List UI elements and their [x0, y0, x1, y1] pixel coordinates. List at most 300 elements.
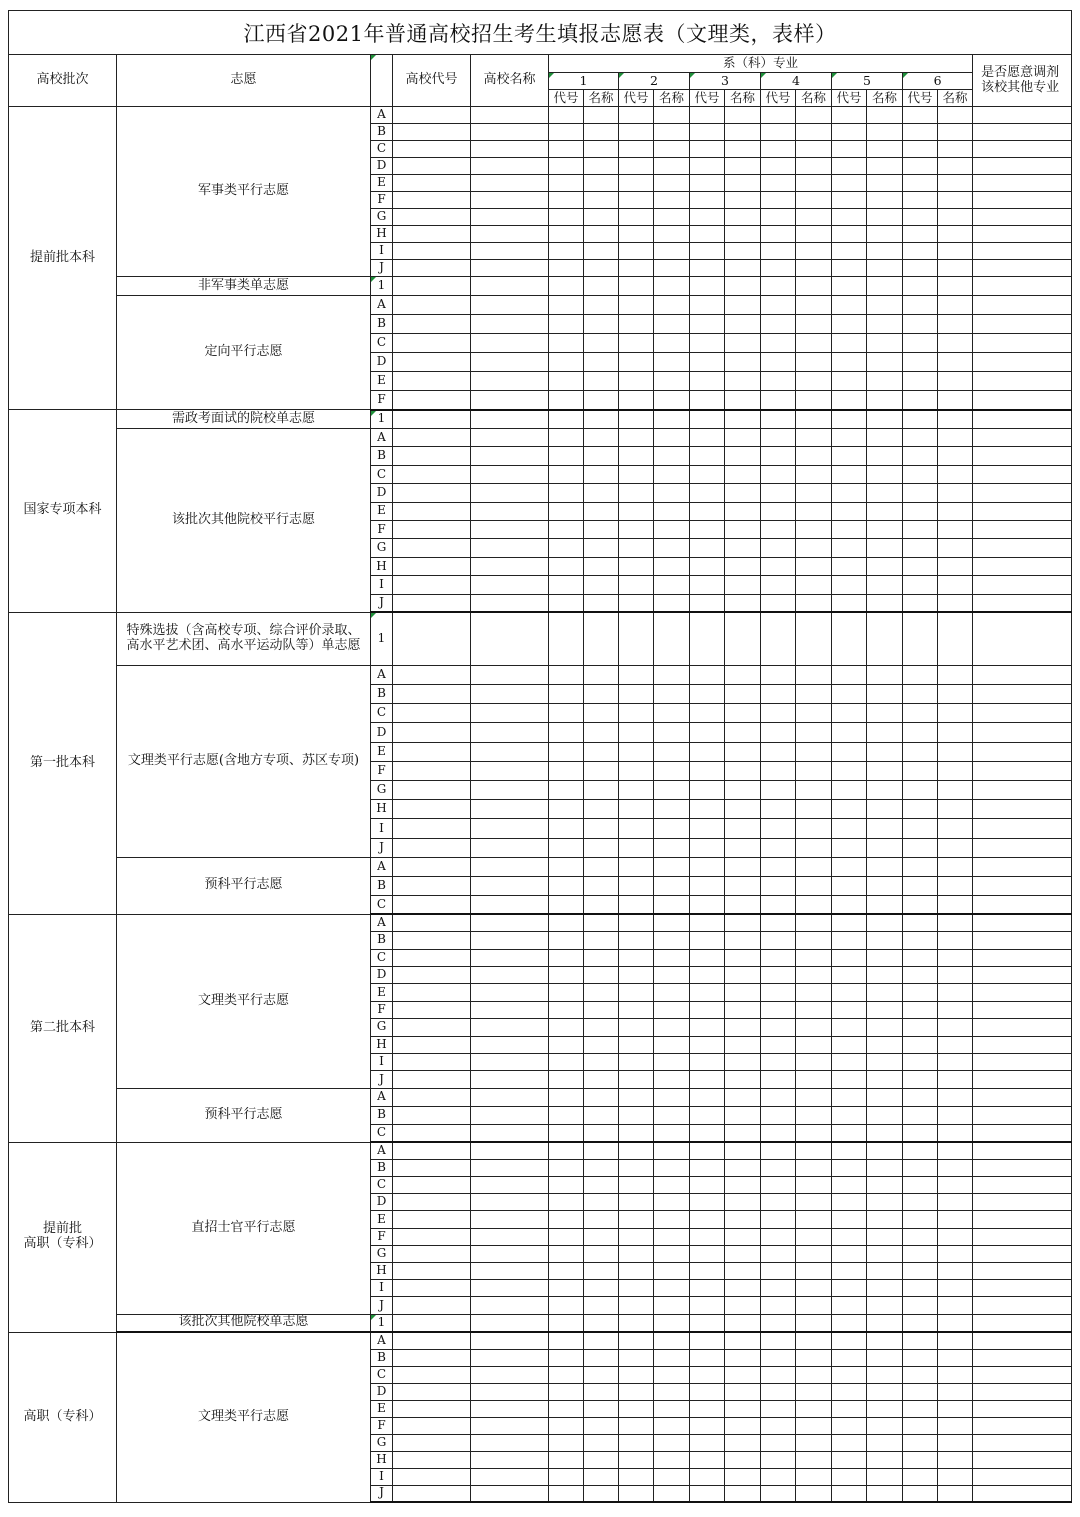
major-5-name-cell[interactable]: [867, 372, 903, 391]
major-3-code-cell[interactable]: [690, 685, 725, 704]
major-6-name-cell[interactable]: [938, 520, 973, 538]
school-code-cell[interactable]: [393, 1159, 471, 1176]
major-2-name-cell[interactable]: [654, 1245, 690, 1262]
major-3-code-cell[interactable]: [690, 557, 725, 575]
major-6-name-cell[interactable]: [938, 260, 973, 277]
major-2-name-cell[interactable]: [654, 966, 690, 983]
major-3-code-cell[interactable]: [690, 484, 725, 502]
major-4-code-cell[interactable]: [761, 447, 796, 465]
major-5-name-cell[interactable]: [867, 1019, 903, 1036]
major-4-code-cell[interactable]: [761, 1001, 796, 1018]
major-4-name-cell[interactable]: [796, 557, 832, 575]
major-5-name-cell[interactable]: [867, 612, 903, 665]
major-1-code-cell[interactable]: [549, 1053, 584, 1070]
adjust-cell[interactable]: [973, 932, 1072, 949]
major-3-name-cell[interactable]: [725, 819, 761, 838]
major-5-code-cell[interactable]: [832, 761, 867, 780]
school-code-cell[interactable]: [393, 1383, 471, 1400]
major-6-code-cell[interactable]: [903, 984, 938, 1001]
major-3-code-cell[interactable]: [690, 1228, 725, 1245]
major-5-name-cell[interactable]: [867, 243, 903, 260]
major-6-code-cell[interactable]: [903, 723, 938, 742]
major-2-name-cell[interactable]: [654, 372, 690, 391]
major-5-name-cell[interactable]: [867, 761, 903, 780]
major-3-name-cell[interactable]: [725, 141, 761, 158]
major-5-code-cell[interactable]: [832, 685, 867, 704]
major-3-name-cell[interactable]: [725, 1280, 761, 1297]
major-1-name-cell[interactable]: [584, 175, 619, 192]
major-6-code-cell[interactable]: [903, 1468, 938, 1485]
major-3-code-cell[interactable]: [690, 410, 725, 429]
major-4-code-cell[interactable]: [761, 141, 796, 158]
major-2-name-cell[interactable]: [654, 353, 690, 372]
school-code-cell[interactable]: [393, 1019, 471, 1036]
major-1-name-cell[interactable]: [584, 1159, 619, 1176]
major-5-name-cell[interactable]: [867, 315, 903, 334]
major-3-code-cell[interactable]: [690, 141, 725, 158]
school-code-cell[interactable]: [393, 1434, 471, 1451]
major-3-code-cell[interactable]: [690, 857, 725, 876]
major-6-name-cell[interactable]: [938, 1263, 973, 1280]
major-2-code-cell[interactable]: [619, 1400, 654, 1417]
major-3-name-cell[interactable]: [725, 410, 761, 429]
major-3-code-cell[interactable]: [690, 1468, 725, 1485]
major-4-code-cell[interactable]: [761, 1245, 796, 1262]
major-5-name-cell[interactable]: [867, 353, 903, 372]
school-code-cell[interactable]: [393, 1177, 471, 1194]
major-2-name-cell[interactable]: [654, 932, 690, 949]
major-1-name-cell[interactable]: [584, 243, 619, 260]
major-5-name-cell[interactable]: [867, 594, 903, 612]
major-5-name-cell[interactable]: [867, 447, 903, 465]
major-5-name-cell[interactable]: [867, 158, 903, 175]
adjust-cell[interactable]: [973, 761, 1072, 780]
major-1-name-cell[interactable]: [584, 226, 619, 243]
major-2-code-cell[interactable]: [619, 465, 654, 483]
major-2-code-cell[interactable]: [619, 838, 654, 857]
major-6-name-cell[interactable]: [938, 1349, 973, 1366]
major-6-name-cell[interactable]: [938, 372, 973, 391]
major-2-name-cell[interactable]: [654, 1159, 690, 1176]
major-3-name-cell[interactable]: [725, 1297, 761, 1314]
major-4-name-cell[interactable]: [796, 334, 832, 353]
major-6-name-cell[interactable]: [938, 1280, 973, 1297]
major-6-name-cell[interactable]: [938, 761, 973, 780]
major-6-code-cell[interactable]: [903, 1088, 938, 1106]
major-1-code-cell[interactable]: [549, 1417, 584, 1434]
major-3-name-cell[interactable]: [725, 949, 761, 966]
adjust-cell[interactable]: [973, 260, 1072, 277]
major-5-code-cell[interactable]: [832, 932, 867, 949]
major-4-code-cell[interactable]: [761, 158, 796, 175]
major-3-name-cell[interactable]: [725, 1211, 761, 1228]
major-5-code-cell[interactable]: [832, 175, 867, 192]
major-1-code-cell[interactable]: [549, 1332, 584, 1349]
major-6-name-cell[interactable]: [938, 277, 973, 296]
school-name-cell[interactable]: [471, 723, 549, 742]
major-1-code-cell[interactable]: [549, 1349, 584, 1366]
major-6-name-cell[interactable]: [938, 1177, 973, 1194]
school-code-cell[interactable]: [393, 277, 471, 296]
major-5-code-cell[interactable]: [832, 226, 867, 243]
major-6-code-cell[interactable]: [903, 1001, 938, 1018]
major-5-name-cell[interactable]: [867, 819, 903, 838]
major-3-name-cell[interactable]: [725, 209, 761, 226]
major-2-name-cell[interactable]: [654, 1349, 690, 1366]
major-2-name-cell[interactable]: [654, 315, 690, 334]
major-3-code-cell[interactable]: [690, 1071, 725, 1088]
major-4-name-cell[interactable]: [796, 520, 832, 538]
major-2-name-cell[interactable]: [654, 1071, 690, 1088]
major-5-code-cell[interactable]: [832, 1142, 867, 1159]
adjust-cell[interactable]: [973, 124, 1072, 141]
major-3-code-cell[interactable]: [690, 984, 725, 1001]
major-1-name-cell[interactable]: [584, 107, 619, 124]
major-3-code-cell[interactable]: [690, 1417, 725, 1434]
major-2-name-cell[interactable]: [654, 447, 690, 465]
major-6-code-cell[interactable]: [903, 391, 938, 410]
major-3-code-cell[interactable]: [690, 966, 725, 983]
major-3-name-cell[interactable]: [725, 895, 761, 914]
major-3-code-cell[interactable]: [690, 124, 725, 141]
major-6-code-cell[interactable]: [903, 612, 938, 665]
major-2-name-cell[interactable]: [654, 175, 690, 192]
major-1-code-cell[interactable]: [549, 1383, 584, 1400]
major-5-name-cell[interactable]: [867, 932, 903, 949]
major-6-code-cell[interactable]: [903, 1177, 938, 1194]
major-5-name-cell[interactable]: [867, 141, 903, 158]
school-code-cell[interactable]: [393, 539, 471, 557]
major-4-code-cell[interactable]: [761, 124, 796, 141]
major-6-code-cell[interactable]: [903, 557, 938, 575]
major-4-name-cell[interactable]: [796, 539, 832, 557]
major-4-name-cell[interactable]: [796, 1142, 832, 1159]
major-6-name-cell[interactable]: [938, 857, 973, 876]
major-3-code-cell[interactable]: [690, 520, 725, 538]
major-1-code-cell[interactable]: [549, 1485, 584, 1502]
school-code-cell[interactable]: [393, 1332, 471, 1349]
major-3-code-cell[interactable]: [690, 1106, 725, 1124]
major-6-name-cell[interactable]: [938, 1297, 973, 1314]
major-5-name-cell[interactable]: [867, 1088, 903, 1106]
major-2-name-cell[interactable]: [654, 857, 690, 876]
major-6-code-cell[interactable]: [903, 1019, 938, 1036]
school-code-cell[interactable]: [393, 410, 471, 429]
major-1-name-cell[interactable]: [584, 781, 619, 800]
major-6-code-cell[interactable]: [903, 1036, 938, 1053]
major-3-name-cell[interactable]: [725, 1159, 761, 1176]
major-4-code-cell[interactable]: [761, 1400, 796, 1417]
major-6-name-cell[interactable]: [938, 1001, 973, 1018]
major-3-name-cell[interactable]: [725, 243, 761, 260]
major-1-code-cell[interactable]: [549, 192, 584, 209]
major-4-name-cell[interactable]: [796, 158, 832, 175]
major-4-code-cell[interactable]: [761, 895, 796, 914]
adjust-cell[interactable]: [973, 895, 1072, 914]
major-3-code-cell[interactable]: [690, 742, 725, 761]
major-3-name-cell[interactable]: [725, 1451, 761, 1468]
major-3-code-cell[interactable]: [690, 819, 725, 838]
adjust-cell[interactable]: [973, 1468, 1072, 1485]
adjust-cell[interactable]: [973, 243, 1072, 260]
major-2-code-cell[interactable]: [619, 1366, 654, 1383]
major-3-name-cell[interactable]: [725, 1036, 761, 1053]
major-2-name-cell[interactable]: [654, 429, 690, 447]
major-1-name-cell[interactable]: [584, 1106, 619, 1124]
school-name-cell[interactable]: [471, 1194, 549, 1211]
major-6-name-cell[interactable]: [938, 192, 973, 209]
major-2-name-cell[interactable]: [654, 465, 690, 483]
school-code-cell[interactable]: [393, 1451, 471, 1468]
major-1-code-cell[interactable]: [549, 391, 584, 410]
major-6-name-cell[interactable]: [938, 209, 973, 226]
major-4-name-cell[interactable]: [796, 1211, 832, 1228]
major-5-code-cell[interactable]: [832, 1297, 867, 1314]
major-5-name-cell[interactable]: [867, 876, 903, 895]
major-1-name-cell[interactable]: [584, 1228, 619, 1245]
major-3-code-cell[interactable]: [690, 315, 725, 334]
major-6-code-cell[interactable]: [903, 781, 938, 800]
major-1-name-cell[interactable]: [584, 1400, 619, 1417]
major-1-code-cell[interactable]: [549, 1106, 584, 1124]
major-2-code-cell[interactable]: [619, 1053, 654, 1070]
major-6-code-cell[interactable]: [903, 1194, 938, 1211]
adjust-cell[interactable]: [973, 277, 1072, 296]
adjust-cell[interactable]: [973, 1366, 1072, 1383]
school-name-cell[interactable]: [471, 334, 549, 353]
major-2-code-cell[interactable]: [619, 260, 654, 277]
major-3-name-cell[interactable]: [725, 1400, 761, 1417]
major-4-name-cell[interactable]: [796, 838, 832, 857]
major-3-name-cell[interactable]: [725, 226, 761, 243]
adjust-cell[interactable]: [973, 781, 1072, 800]
school-name-cell[interactable]: [471, 209, 549, 226]
major-1-code-cell[interactable]: [549, 124, 584, 141]
major-2-name-cell[interactable]: [654, 260, 690, 277]
major-2-name-cell[interactable]: [654, 1451, 690, 1468]
major-6-code-cell[interactable]: [903, 539, 938, 557]
major-4-name-cell[interactable]: [796, 315, 832, 334]
major-1-code-cell[interactable]: [549, 1228, 584, 1245]
major-3-code-cell[interactable]: [690, 502, 725, 520]
major-6-name-cell[interactable]: [938, 949, 973, 966]
major-5-code-cell[interactable]: [832, 576, 867, 594]
major-3-name-cell[interactable]: [725, 1332, 761, 1349]
major-6-code-cell[interactable]: [903, 1211, 938, 1228]
major-4-name-cell[interactable]: [796, 800, 832, 819]
major-5-name-cell[interactable]: [867, 1485, 903, 1502]
major-2-code-cell[interactable]: [619, 1245, 654, 1262]
major-4-code-cell[interactable]: [761, 353, 796, 372]
major-1-name-cell[interactable]: [584, 520, 619, 538]
major-4-code-cell[interactable]: [761, 984, 796, 1001]
major-4-code-cell[interactable]: [761, 1451, 796, 1468]
major-5-code-cell[interactable]: [832, 1468, 867, 1485]
major-1-code-cell[interactable]: [549, 1434, 584, 1451]
major-4-code-cell[interactable]: [761, 107, 796, 124]
adjust-cell[interactable]: [973, 391, 1072, 410]
major-2-code-cell[interactable]: [619, 1349, 654, 1366]
adjust-cell[interactable]: [973, 1332, 1072, 1349]
major-1-code-cell[interactable]: [549, 1001, 584, 1018]
major-2-code-cell[interactable]: [619, 594, 654, 612]
adjust-cell[interactable]: [973, 1434, 1072, 1451]
major-2-code-cell[interactable]: [619, 192, 654, 209]
major-4-code-cell[interactable]: [761, 410, 796, 429]
school-code-cell[interactable]: [393, 781, 471, 800]
major-3-name-cell[interactable]: [725, 557, 761, 575]
major-1-code-cell[interactable]: [549, 914, 584, 931]
major-4-name-cell[interactable]: [796, 781, 832, 800]
school-code-cell[interactable]: [393, 260, 471, 277]
major-6-name-cell[interactable]: [938, 107, 973, 124]
major-4-code-cell[interactable]: [761, 226, 796, 243]
major-6-name-cell[interactable]: [938, 175, 973, 192]
major-4-code-cell[interactable]: [761, 539, 796, 557]
major-3-name-cell[interactable]: [725, 857, 761, 876]
major-2-name-cell[interactable]: [654, 334, 690, 353]
major-4-code-cell[interactable]: [761, 1088, 796, 1106]
major-3-name-cell[interactable]: [725, 429, 761, 447]
adjust-cell[interactable]: [973, 838, 1072, 857]
school-code-cell[interactable]: [393, 429, 471, 447]
major-3-code-cell[interactable]: [690, 781, 725, 800]
major-1-code-cell[interactable]: [549, 895, 584, 914]
major-6-code-cell[interactable]: [903, 914, 938, 931]
major-6-code-cell[interactable]: [903, 1280, 938, 1297]
adjust-cell[interactable]: [973, 876, 1072, 895]
school-name-cell[interactable]: [471, 819, 549, 838]
major-6-name-cell[interactable]: [938, 819, 973, 838]
major-1-name-cell[interactable]: [584, 1468, 619, 1485]
major-1-code-cell[interactable]: [549, 576, 584, 594]
school-name-cell[interactable]: [471, 1159, 549, 1176]
major-2-code-cell[interactable]: [619, 1001, 654, 1018]
major-3-name-cell[interactable]: [725, 1071, 761, 1088]
major-5-code-cell[interactable]: [832, 557, 867, 575]
adjust-cell[interactable]: [973, 1417, 1072, 1434]
major-3-code-cell[interactable]: [690, 800, 725, 819]
major-5-code-cell[interactable]: [832, 141, 867, 158]
school-code-cell[interactable]: [393, 895, 471, 914]
major-6-code-cell[interactable]: [903, 1159, 938, 1176]
school-code-cell[interactable]: [393, 685, 471, 704]
major-2-code-cell[interactable]: [619, 819, 654, 838]
major-5-code-cell[interactable]: [832, 1106, 867, 1124]
major-1-name-cell[interactable]: [584, 932, 619, 949]
school-code-cell[interactable]: [393, 296, 471, 315]
major-3-code-cell[interactable]: [690, 576, 725, 594]
major-3-name-cell[interactable]: [725, 1366, 761, 1383]
major-3-code-cell[interactable]: [690, 277, 725, 296]
major-4-name-cell[interactable]: [796, 1451, 832, 1468]
major-1-code-cell[interactable]: [549, 520, 584, 538]
school-name-cell[interactable]: [471, 520, 549, 538]
major-1-name-cell[interactable]: [584, 612, 619, 665]
major-1-code-cell[interactable]: [549, 1071, 584, 1088]
adjust-cell[interactable]: [973, 410, 1072, 429]
major-3-name-cell[interactable]: [725, 723, 761, 742]
major-6-name-cell[interactable]: [938, 800, 973, 819]
major-4-name-cell[interactable]: [796, 966, 832, 983]
school-code-cell[interactable]: [393, 1314, 471, 1332]
major-2-code-cell[interactable]: [619, 876, 654, 895]
school-code-cell[interactable]: [393, 447, 471, 465]
major-2-code-cell[interactable]: [619, 353, 654, 372]
major-4-name-cell[interactable]: [796, 1297, 832, 1314]
major-6-code-cell[interactable]: [903, 1245, 938, 1262]
major-4-code-cell[interactable]: [761, 502, 796, 520]
major-5-name-cell[interactable]: [867, 576, 903, 594]
major-4-name-cell[interactable]: [796, 612, 832, 665]
school-code-cell[interactable]: [393, 1228, 471, 1245]
major-6-name-cell[interactable]: [938, 1332, 973, 1349]
major-1-code-cell[interactable]: [549, 484, 584, 502]
major-3-name-cell[interactable]: [725, 353, 761, 372]
school-name-cell[interactable]: [471, 315, 549, 334]
major-5-name-cell[interactable]: [867, 949, 903, 966]
major-6-code-cell[interactable]: [903, 665, 938, 684]
major-5-name-cell[interactable]: [867, 429, 903, 447]
major-5-code-cell[interactable]: [832, 334, 867, 353]
major-6-code-cell[interactable]: [903, 353, 938, 372]
school-code-cell[interactable]: [393, 819, 471, 838]
major-1-code-cell[interactable]: [549, 984, 584, 1001]
major-5-name-cell[interactable]: [867, 1001, 903, 1018]
major-5-code-cell[interactable]: [832, 1194, 867, 1211]
major-1-code-cell[interactable]: [549, 857, 584, 876]
major-6-name-cell[interactable]: [938, 141, 973, 158]
major-3-code-cell[interactable]: [690, 226, 725, 243]
major-5-code-cell[interactable]: [832, 447, 867, 465]
major-6-code-cell[interactable]: [903, 742, 938, 761]
major-4-name-cell[interactable]: [796, 1106, 832, 1124]
major-5-name-cell[interactable]: [867, 1177, 903, 1194]
major-6-code-cell[interactable]: [903, 800, 938, 819]
school-name-cell[interactable]: [471, 353, 549, 372]
school-code-cell[interactable]: [393, 932, 471, 949]
adjust-cell[interactable]: [973, 800, 1072, 819]
major-2-name-cell[interactable]: [654, 1228, 690, 1245]
major-2-code-cell[interactable]: [619, 966, 654, 983]
major-1-code-cell[interactable]: [549, 1019, 584, 1036]
major-3-code-cell[interactable]: [690, 1451, 725, 1468]
major-2-code-cell[interactable]: [619, 984, 654, 1001]
major-4-name-cell[interactable]: [796, 949, 832, 966]
major-6-name-cell[interactable]: [938, 876, 973, 895]
major-3-code-cell[interactable]: [690, 838, 725, 857]
school-code-cell[interactable]: [393, 1400, 471, 1417]
major-3-name-cell[interactable]: [725, 1314, 761, 1332]
major-3-code-cell[interactable]: [690, 1036, 725, 1053]
school-code-cell[interactable]: [393, 742, 471, 761]
major-4-name-cell[interactable]: [796, 1485, 832, 1502]
adjust-cell[interactable]: [973, 1451, 1072, 1468]
major-1-name-cell[interactable]: [584, 141, 619, 158]
major-2-code-cell[interactable]: [619, 1106, 654, 1124]
major-4-name-cell[interactable]: [796, 876, 832, 895]
major-4-name-cell[interactable]: [796, 895, 832, 914]
major-4-code-cell[interactable]: [761, 1194, 796, 1211]
major-1-code-cell[interactable]: [549, 539, 584, 557]
major-3-name-cell[interactable]: [725, 781, 761, 800]
major-2-code-cell[interactable]: [619, 141, 654, 158]
adjust-cell[interactable]: [973, 612, 1072, 665]
major-1-code-cell[interactable]: [549, 1159, 584, 1176]
major-5-name-cell[interactable]: [867, 226, 903, 243]
major-3-name-cell[interactable]: [725, 914, 761, 931]
major-3-code-cell[interactable]: [690, 1142, 725, 1159]
